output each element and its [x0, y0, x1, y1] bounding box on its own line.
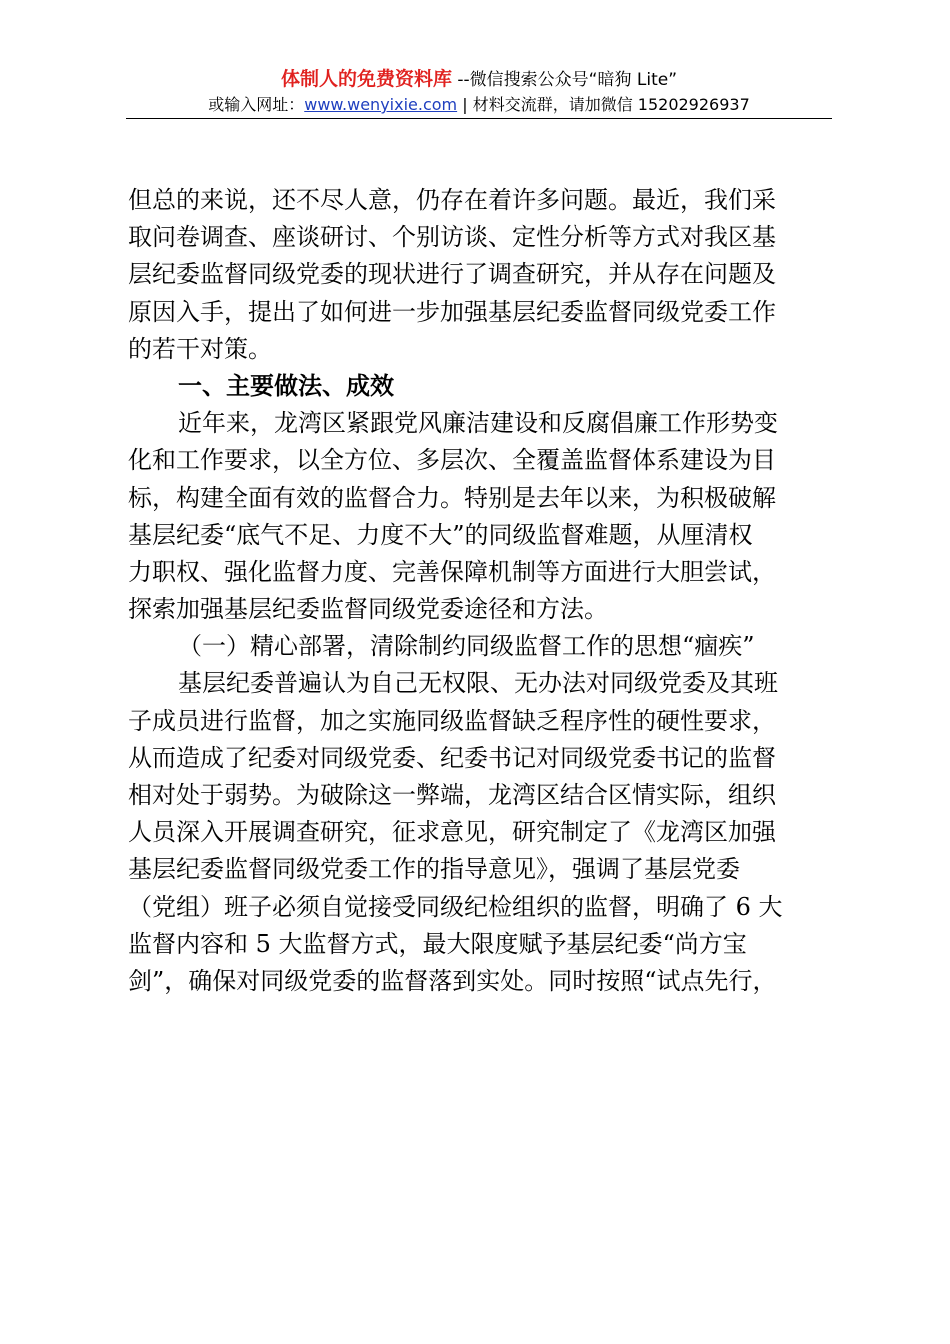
paragraph-line: 基层纪委监督同级党委工作的指导意见》，强调了基层党委: [128, 855, 740, 884]
header-tagline: --微信搜索公众号“暗狗 Lite”: [452, 70, 678, 90]
paragraph-line: 取问卷调查、座谈研讨、个别访谈、定性分析等方式对我区基: [128, 223, 776, 252]
paragraph-line: 相对处于弱势。为破除这一弊端，龙湾区结合区情实际，组织: [128, 781, 776, 809]
header-divider: [126, 118, 832, 119]
paragraph-line: 探索加强基层纪委监督同级党委途径和方法。: [128, 595, 608, 624]
paragraph-line: 但总的来说，还不尽人意，仍存在着许多问题。最近，我们采: [128, 186, 776, 214]
header-url-link[interactable]: www.wenyixie.com: [304, 95, 458, 114]
paragraph-line: 标，构建全面有效的监督合力。特别是去年以来，为积极破解: [128, 483, 776, 512]
paragraph-line: 从而造成了纪委对同级党委、纪委书记对同级党委书记的监督: [128, 743, 776, 772]
paragraph-line: 基层纪委普遍认为自己无权限、无办法对同级党委及其班: [178, 669, 778, 698]
header-line-1: [126, 68, 832, 91]
paragraph-line: 近年来，龙湾区紧跟党风廉洁建设和反腐倡廉工作形势变: [178, 409, 778, 438]
document-body: [128, 182, 832, 1000]
paragraph-line: 基层纪委“底气不足、力度不大”的同级监督难题，从厘清权: [128, 520, 753, 549]
paragraph-line: （党组）班子必须自觉接受同级纪检组织的监督，明确了 6 大: [128, 892, 783, 921]
page-header: [126, 68, 832, 117]
paragraph-line: 监督内容和 5 大监督方式，最大限度赋予基层纪委“尚方宝: [128, 929, 747, 958]
paragraph-line: 子成员进行监督，加之实施同级监督缺乏程序性的硬性要求，: [128, 706, 776, 735]
subsection-heading: （一）精心部署，清除制约同级监督工作的思想“痼疾”: [178, 632, 755, 661]
header-brand: 体制人的免费资料库: [280, 68, 452, 90]
paragraph-line: 原因入手，提出了如何进一步加强基层纪委监督同级党委工作: [128, 297, 776, 326]
header-contact: | 材料交流群，请加微信 15202926937: [457, 95, 750, 114]
paragraph-line: 剑”，确保对同级党委的监督落到实处。同时按照“试点先行，: [128, 966, 777, 995]
paragraph-line: 的若干对策。: [128, 334, 272, 363]
paragraph-line: 化和工作要求，以全方位、多层次、全覆盖监督体系建设为目: [128, 446, 776, 475]
header-url-prefix: 或输入网址：: [208, 95, 305, 114]
header-line-2: [126, 93, 832, 117]
paragraph-line: 力职权、强化监督力度、完善保障机制等方面进行大胆尝试，: [128, 557, 776, 586]
section-heading: 一、主要做法、成效: [178, 371, 394, 400]
paragraph-line: 层纪委监督同级党委的现状进行了调查研究，并从存在问题及: [128, 260, 776, 289]
paragraph-line: 人员深入开展调查研究，征求意见，研究制定了《龙湾区加强: [128, 818, 776, 847]
